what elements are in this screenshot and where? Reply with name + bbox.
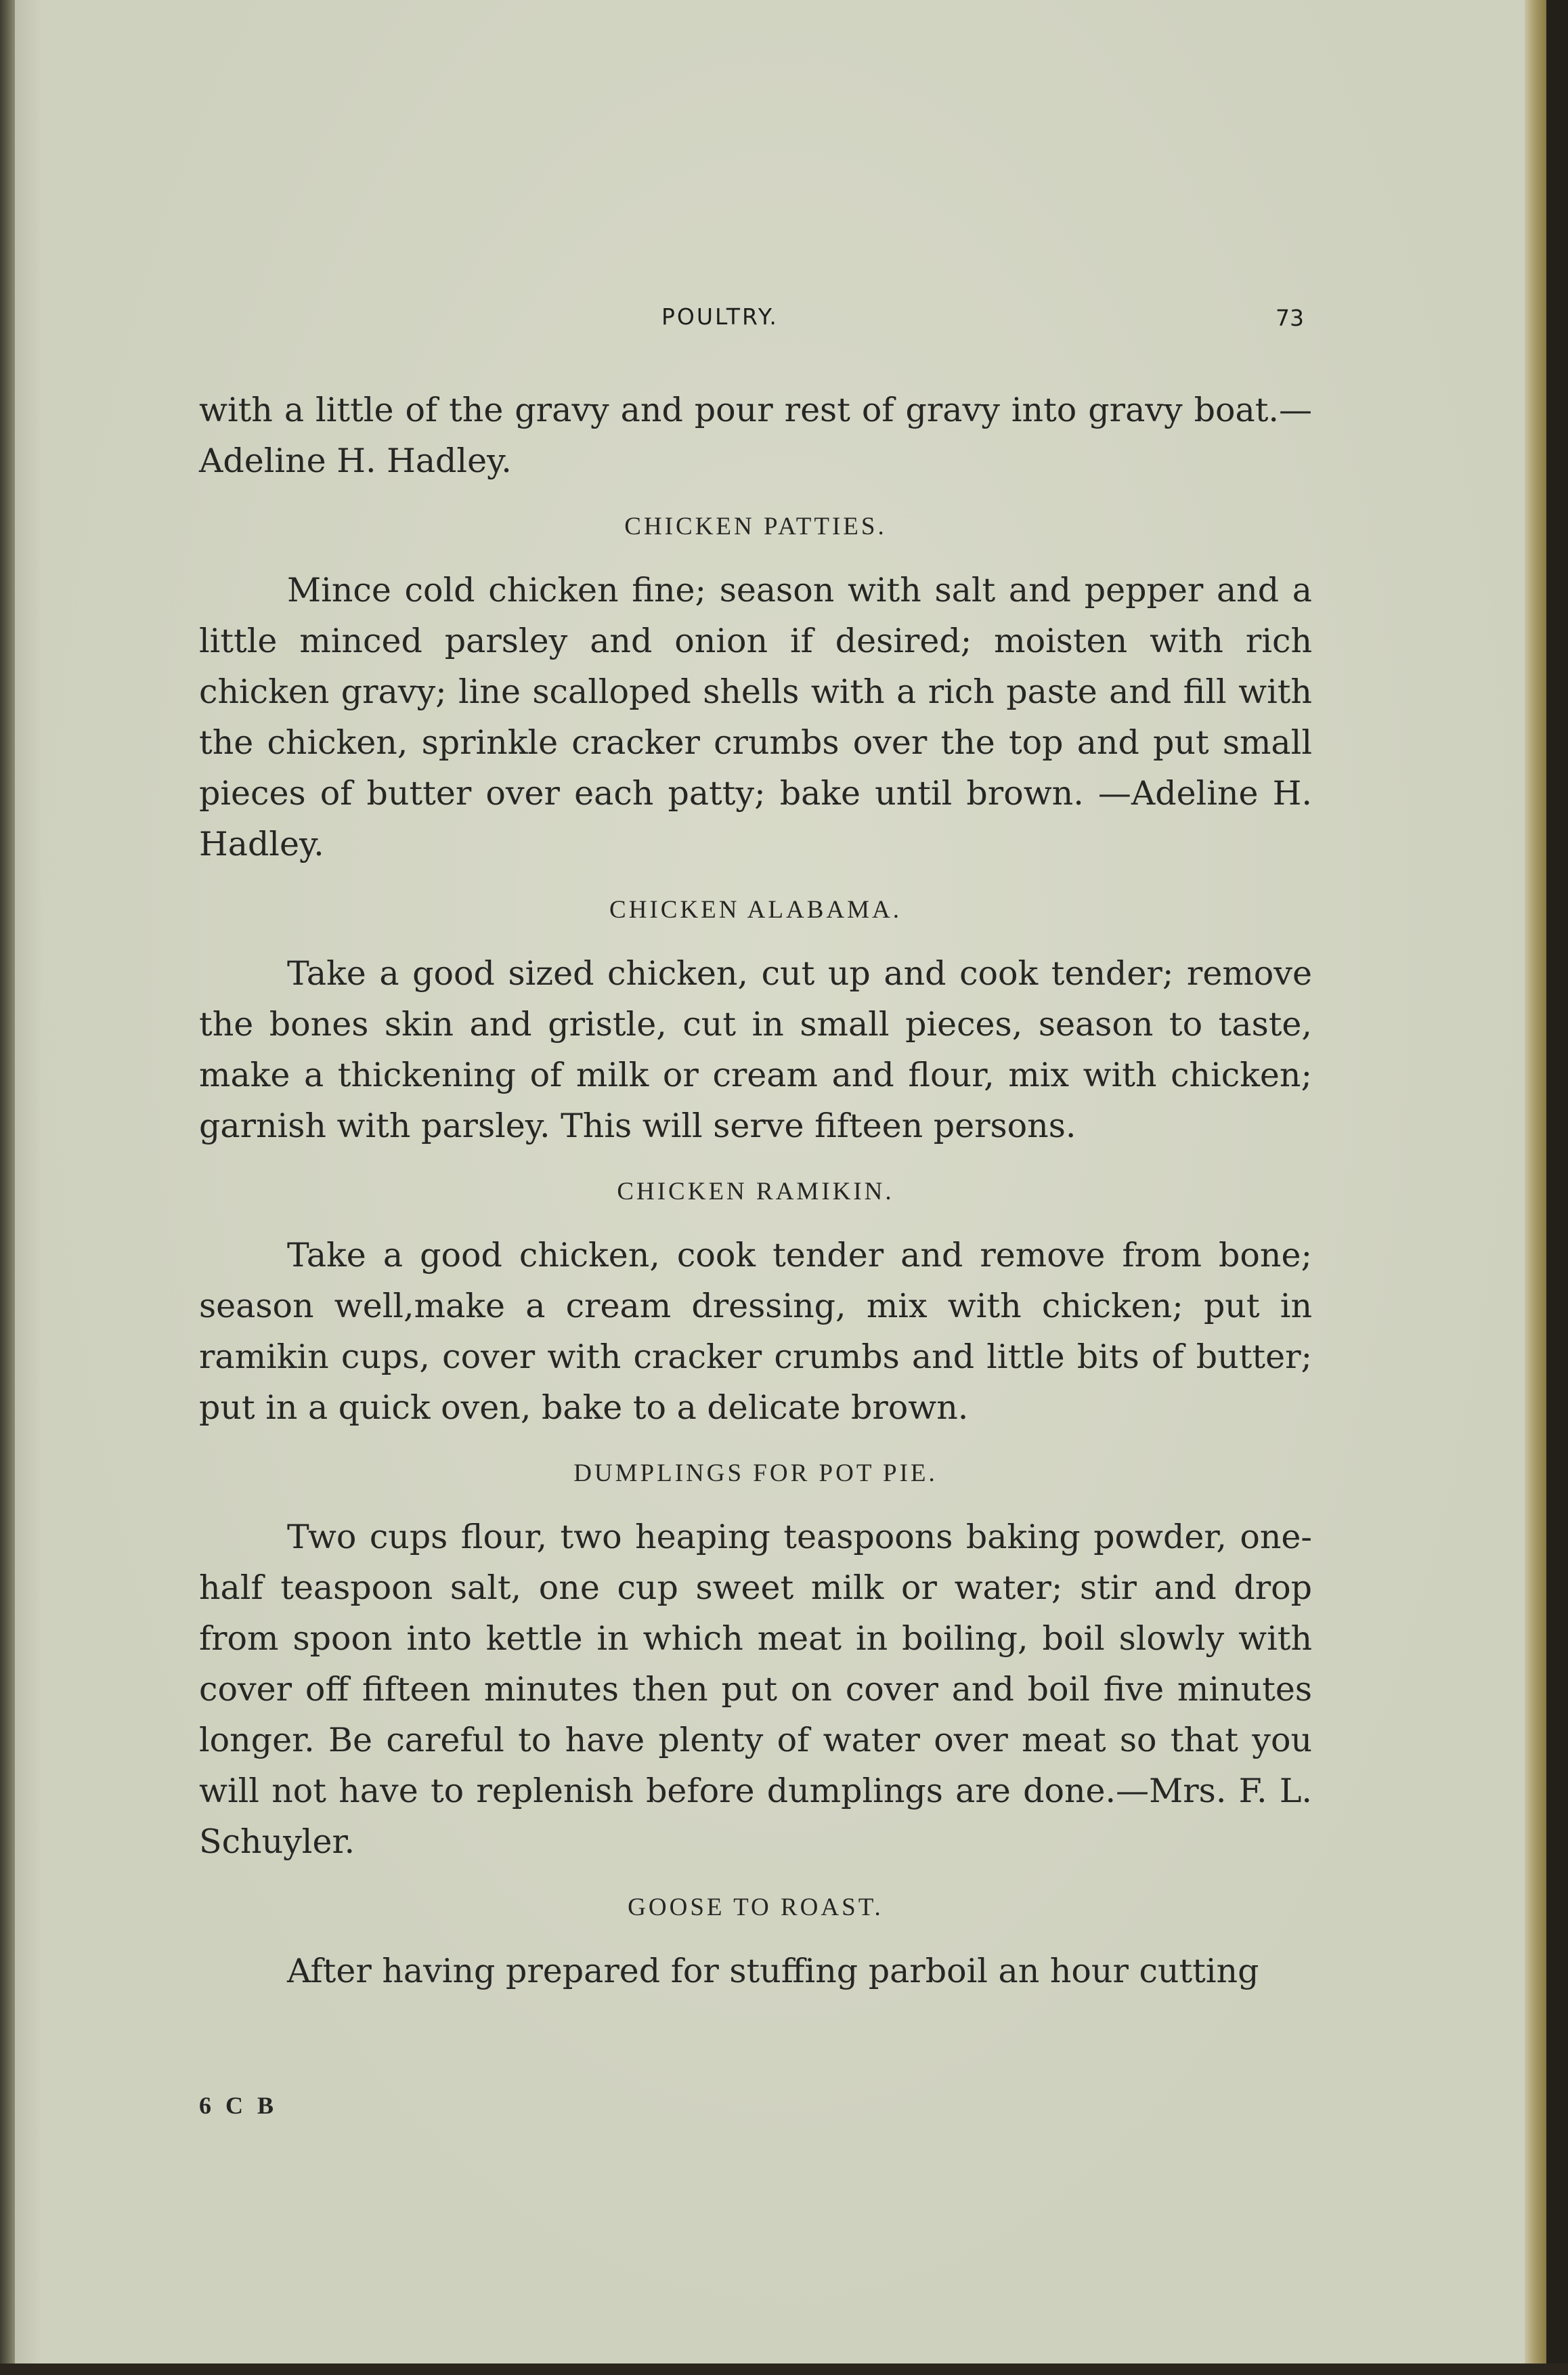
book-binding — [0, 0, 15, 2375]
running-head — [15, 303, 1546, 337]
recipe-title-goose: GOOSE TO ROAST. — [628, 1893, 884, 1921]
running-title: POULTRY. — [661, 303, 779, 330]
recipe-title-dumplings: DUMPLINGS FOR POT PIE. — [573, 1459, 938, 1487]
recipe-text-dumplings: Two cups flour, two heaping teaspoons baking powder, one-half teaspoon salt, one cup sweet milk or water; stir and drop from spoon into kettle in which meat in boiling, boil slowly with cover off fifteen minutes then put on cover and boil five minutes longer. Be careful to have plenty of water over meat so that you will not have to replenish before dumplings are done.—Mrs. F. L. Schuyler. — [199, 1518, 1312, 1861]
recipe-title-chicken-ramikin: CHICKEN RAMIKIN. — [617, 1178, 894, 1205]
book-page — [15, 0, 1546, 2363]
recipe-title-chicken-patties: CHICKEN PATTIES. — [624, 513, 887, 540]
recipe-text-goose: After having prepared for stuffing parboil an hour cutting — [287, 1952, 1259, 1990]
continuation-paragraph: with a little of the gravy and pour rest of gravy into gravy boat.—Adeline H. Hadley. — [199, 391, 1312, 480]
page-number: 73 — [1276, 305, 1304, 331]
page-edge — [1525, 0, 1546, 2363]
page-bottom-shadow — [0, 2363, 1568, 2375]
recipe-title-chicken-alabama: CHICKEN ALABAMA. — [609, 896, 902, 924]
page-body — [199, 385, 1312, 1996]
recipe-text-chicken-patties: Mince cold chicken fine; season with salt and pepper and a little minced parsley and onion if desired; moisten with rich chicken gravy; line scalloped shells with a rich paste and fill with the chicken, sprinkle cracker crumbs over the top and put small pieces of butter over each patty; bake until brown. —Adeline H. Hadley. — [199, 571, 1312, 863]
recipe-text-chicken-alabama: Take a good sized chicken, cut up and cook tender; remove the bones skin and gristle, cut in small pieces, season to taste, make a thickening of milk or cream and flour, mix with chicken; garnish with parsley. This will serve fifteen persons. — [199, 954, 1312, 1145]
recipe-text-chicken-ramikin: Take a good chicken, cook tender and remove from bone; season well,make a cream dressing, mix with chicken; put in ramikin cups, cover with cracker crumbs and little bits of butter; put in a quick oven, bake to a delicate brown. — [199, 1236, 1312, 1427]
signature-mark: 6 C B — [199, 2092, 278, 2119]
